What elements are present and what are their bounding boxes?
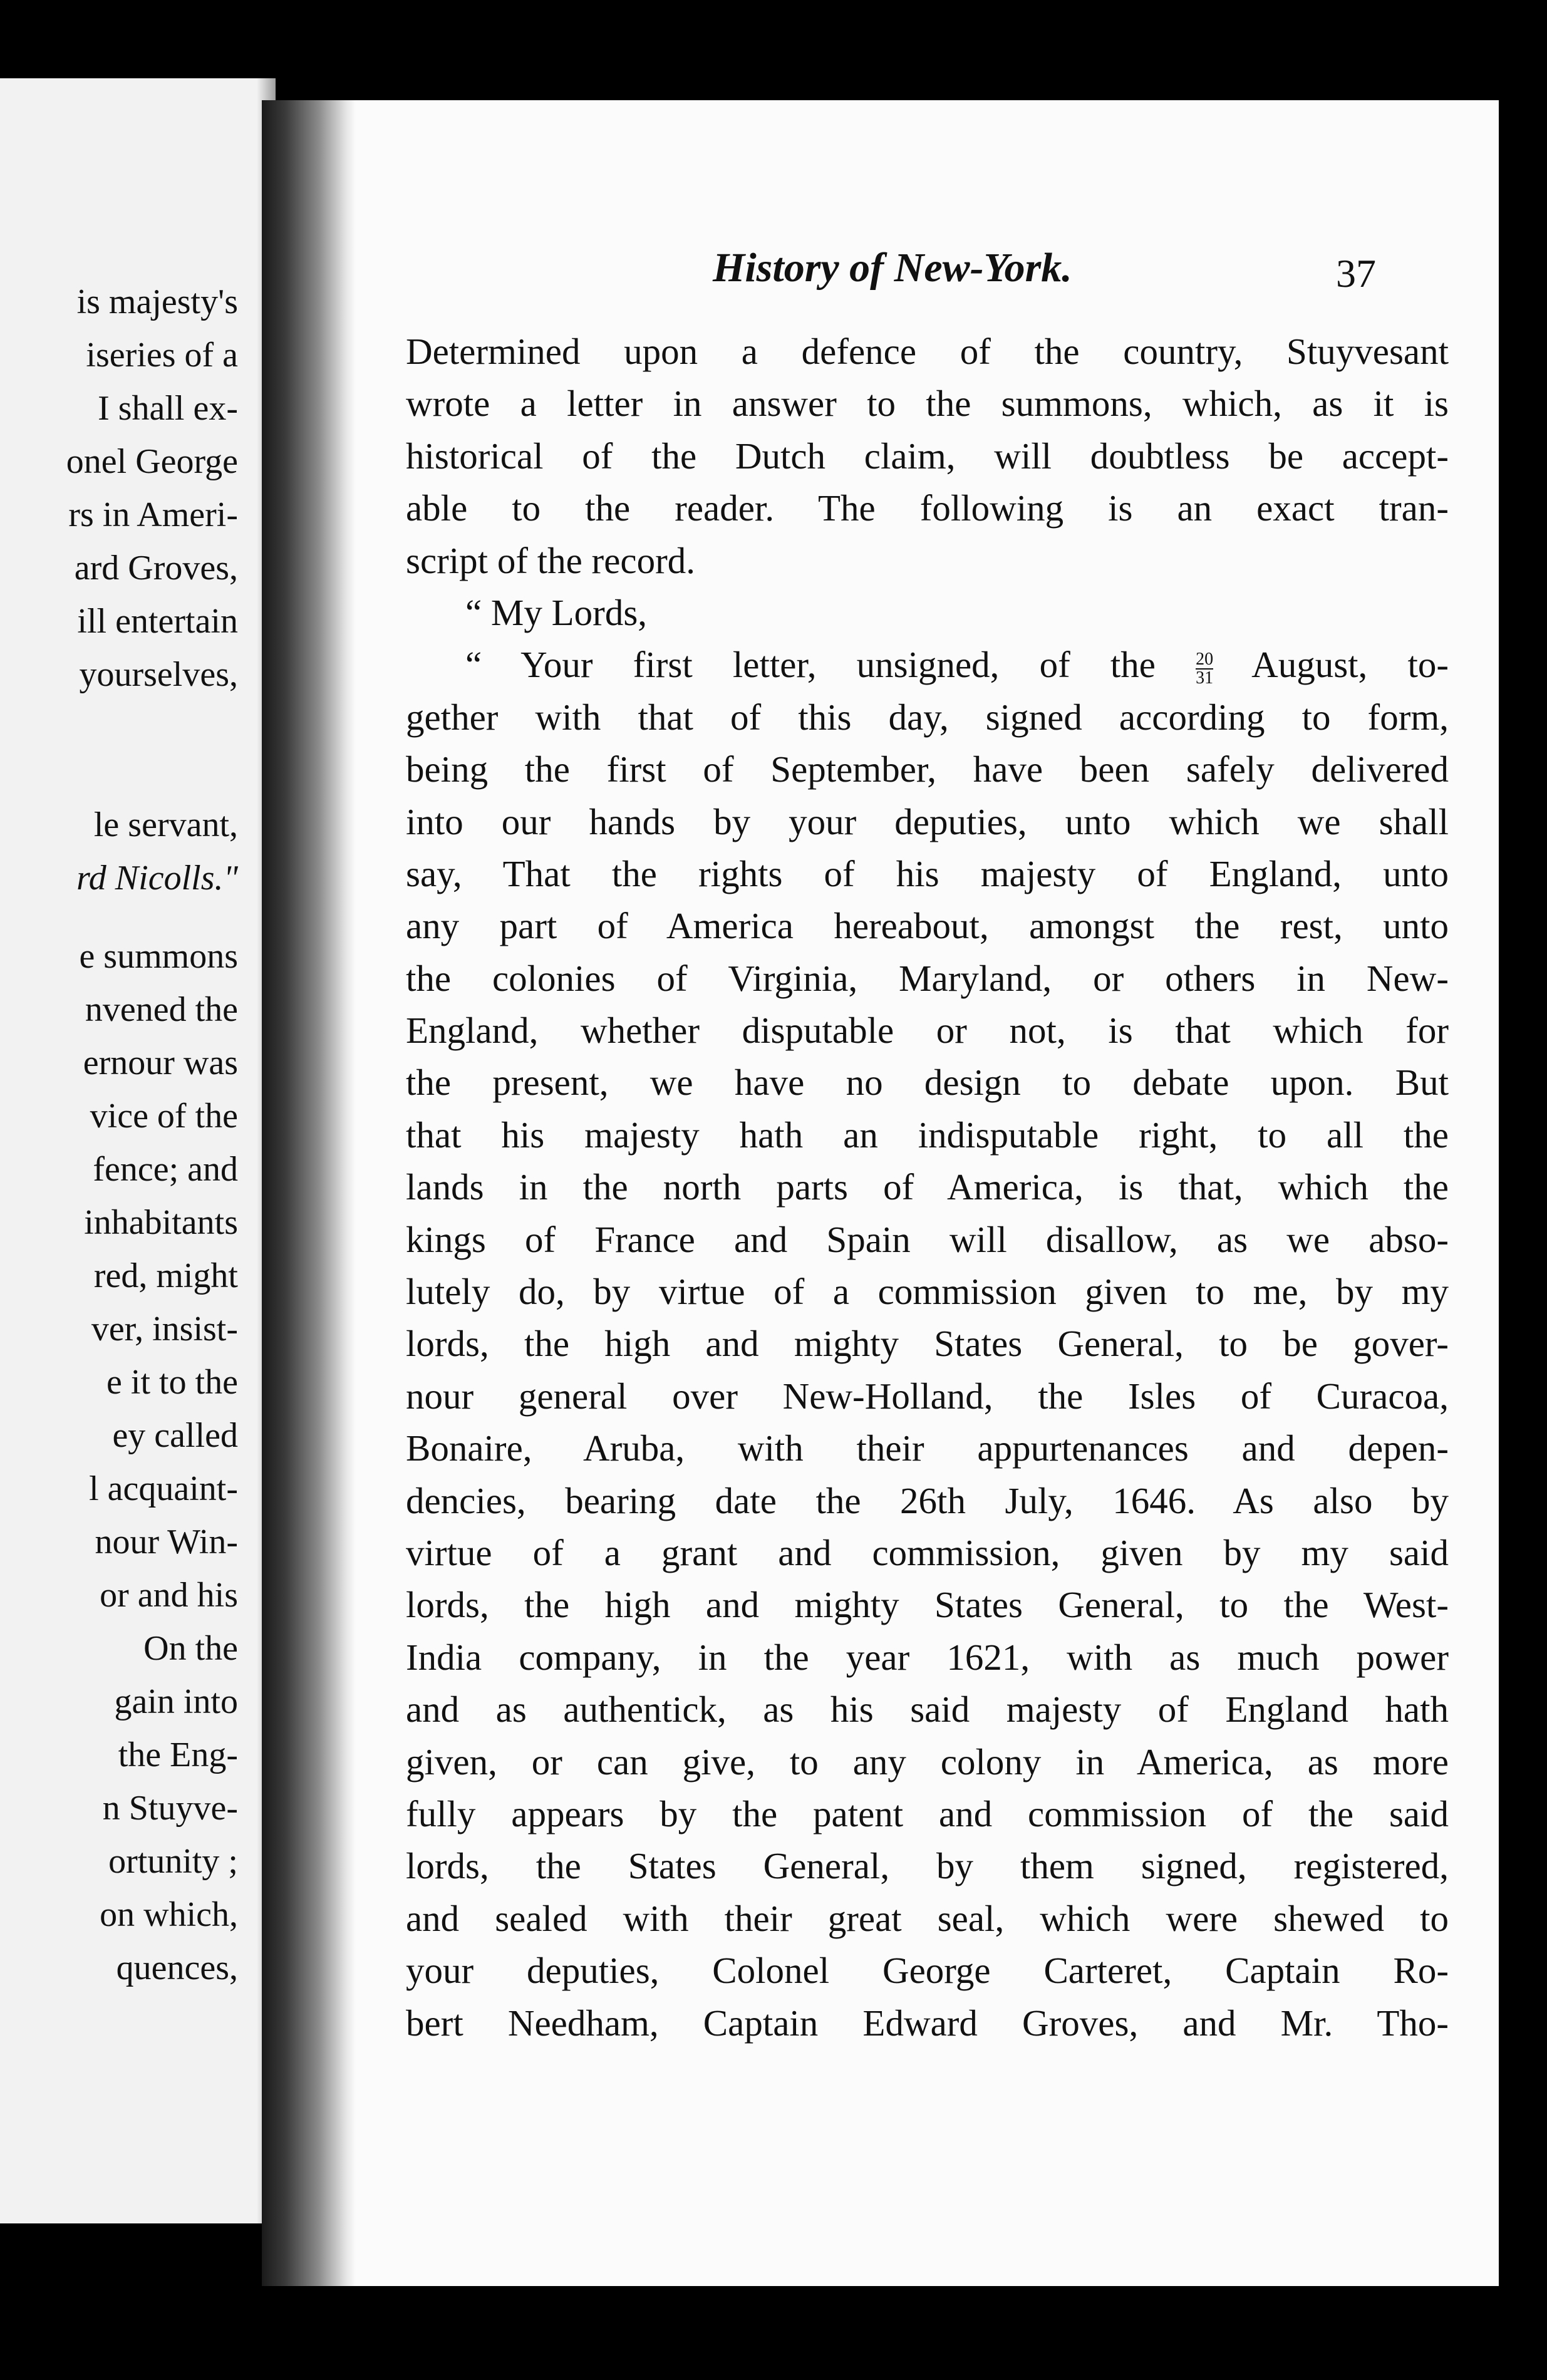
text-line: dencies, bearing date the 26th July, 1646. As also by <box>406 1479 1449 1521</box>
left-page-line: nour Win- <box>95 1523 238 1561</box>
left-page-line: rd Nicolls." <box>76 859 238 898</box>
left-page-line: fence; and <box>93 1150 238 1189</box>
text-line: given, or can give, to any colony in America, as more <box>406 1741 1449 1782</box>
text-line: lutely do, by virtue of a commission given to me, by my <box>406 1271 1449 1313</box>
text-line: bert Needham, Captain Edward Groves, and Mr. Tho- <box>406 2002 1449 2044</box>
text-line: Bonaire, Aruba, with their appurtenances and depen- <box>406 1427 1449 1469</box>
left-page-line: n Stuyve- <box>102 1789 238 1828</box>
text-line: being the first of September, have been safely delivered <box>406 748 1449 790</box>
text-line: lords, the States General, by them signed, registered, <box>406 1845 1449 1887</box>
text-line: and sealed with their great seal, which were shewed to <box>406 1897 1449 1939</box>
left-page-line: ill entertain <box>77 602 238 641</box>
text-line: able to the reader. The following is an exact tran- <box>406 487 1449 529</box>
left-page-line: I shall ex- <box>98 389 238 428</box>
text-line: kings of France and Spain will disallow, as we abso- <box>406 1218 1449 1260</box>
left-page-line: or and his <box>100 1576 238 1615</box>
letter-opening-end: August, to- <box>1251 644 1449 686</box>
left-page-line: on which, <box>100 1895 238 1934</box>
left-page-line: ernour was <box>83 1043 238 1082</box>
text-line: into our hands by your deputies, unto which we shall <box>406 800 1449 842</box>
left-page-line: e it to the <box>106 1363 238 1402</box>
left-page-line: ey called <box>112 1416 238 1455</box>
left-page-line: ortunity ; <box>108 1842 238 1881</box>
text-line: nour general over New-Holland, the Isles of Curacoa, <box>406 1375 1449 1417</box>
left-page-line: le servant, <box>93 805 238 844</box>
page-number: 37 <box>1336 251 1376 296</box>
text-line: the present, we have no design to debate upon. But <box>406 1062 1449 1104</box>
text-line: and as authentick, as his said majesty of England hath <box>406 1689 1449 1731</box>
text-line: Determined upon a defence of the country, Stuyvesant <box>406 331 1449 372</box>
left-page-line: the Eng- <box>118 1736 238 1774</box>
left-page-line: rs in Ameri- <box>68 495 238 534</box>
text-line: historical of the Dutch claim, will doubtless be accept- <box>406 435 1449 477</box>
left-page-line: vice of the <box>90 1097 238 1136</box>
text-line: wrote a letter in answer to the summons, which, as it is <box>406 383 1449 425</box>
text-line: the colonies of Virginia, Maryland, or others in New- <box>406 957 1449 999</box>
fraction-numerator: 20 <box>1196 649 1214 669</box>
fraction-denominator: 31 <box>1196 668 1214 688</box>
right-page <box>262 100 1499 2286</box>
left-page-line: e summons <box>79 937 238 976</box>
text-line: England, whether disputable or not, is that which for <box>406 1010 1449 1052</box>
left-facing-page <box>0 78 276 2223</box>
left-page-line: red, might <box>93 1256 238 1295</box>
left-page-line: On the <box>143 1629 238 1668</box>
left-page-line: inhabitants <box>84 1203 238 1242</box>
text-line: any part of America hereabout, amongst the rest, unto <box>406 905 1449 947</box>
left-page-line: ver, insist- <box>91 1310 238 1348</box>
text-line: lords, the high and mighty States General, to be gover- <box>406 1323 1449 1365</box>
salutation: “ My Lords, <box>465 591 648 633</box>
text-line: script of the record. <box>406 539 695 581</box>
left-page-line: is majesty's <box>76 282 238 321</box>
body-text <box>406 326 1449 2049</box>
left-page-line: l acquaint- <box>89 1469 238 1508</box>
left-page-line: nvened the <box>85 990 238 1029</box>
left-page-line: gain into <box>114 1682 238 1721</box>
left-page-line: ard Groves, <box>74 549 238 587</box>
text-line: that his majesty hath an indisputable right, to all the <box>406 1114 1449 1156</box>
text-line: gether with that of this day, signed according to form, <box>406 696 1449 738</box>
text-line-with-date <box>406 639 1449 691</box>
left-page-line: iseries of a <box>86 336 238 375</box>
text-line: virtue of a grant and commission, given by my said <box>406 1531 1449 1573</box>
text-line: your deputies, Colonel George Carteret, Captain Ro- <box>406 1950 1449 1992</box>
left-page-line: quences, <box>116 1948 238 1987</box>
text-line: fully appears by the patent and commission of the said <box>406 1793 1449 1834</box>
letter-opening: “ Your first letter, unsigned, of the <box>465 644 1156 686</box>
text-line: lords, the high and mighty States General, to the West- <box>406 1584 1449 1626</box>
left-page-line: yourselves, <box>79 655 238 694</box>
running-title: History of New-York. <box>713 245 1072 291</box>
book-spine-shadow <box>262 100 356 2286</box>
date-fraction <box>1196 651 1213 687</box>
left-page-line: onel George <box>66 442 238 481</box>
text-line: India company, in the year 1621, with as much power <box>406 1636 1449 1678</box>
text-line: lands in the north parts of America, is that, which the <box>406 1166 1449 1208</box>
text-line: say, That the rights of his majesty of England, unto <box>406 852 1449 894</box>
